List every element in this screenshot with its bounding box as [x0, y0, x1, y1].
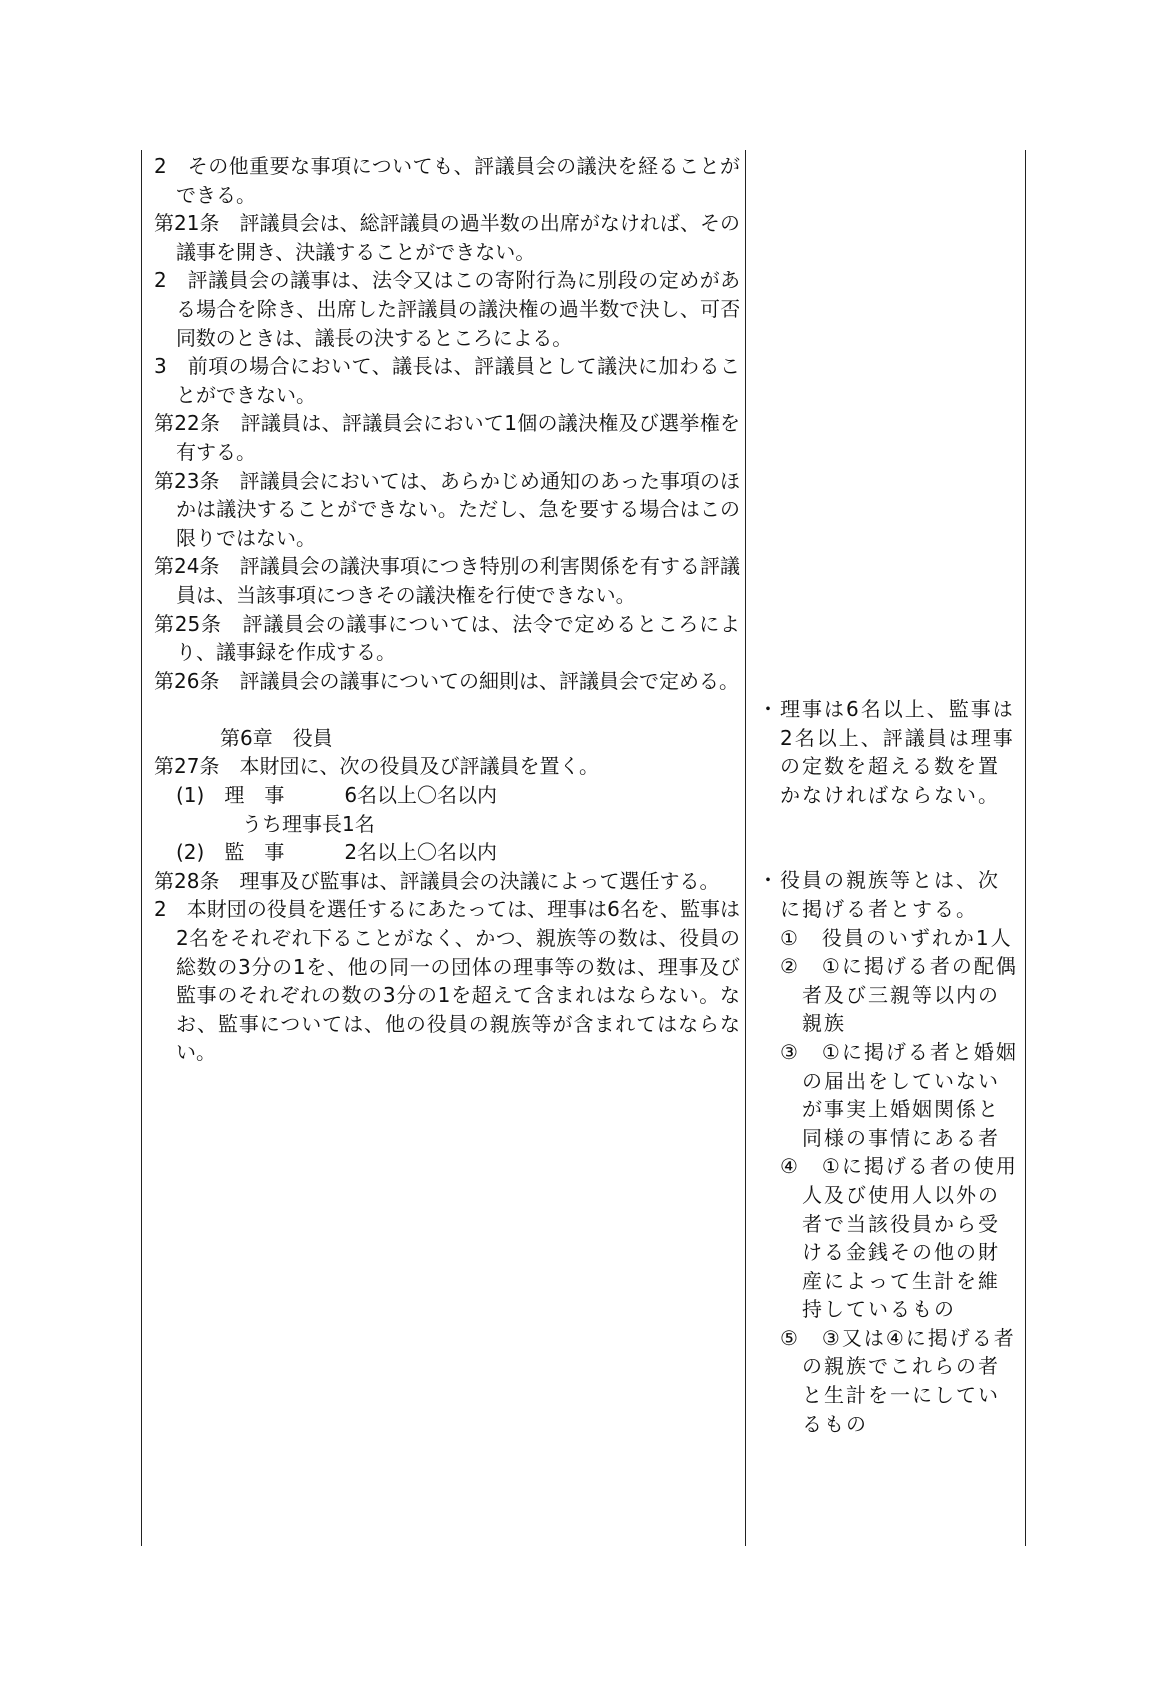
note-item-3: ③ ①に掲げる者と婚姻の届出をしていないが事実上婚姻関係と同様の事情にある者 [780, 1039, 1018, 1150]
spacer [758, 809, 1020, 866]
table-border-left [141, 150, 142, 1546]
note-officer-count: ・理事は6名以上、監事は2名以上、評議員は理事の定数を超える数を置かなければならない。 [758, 697, 1015, 807]
note-item-5: ⑤ ③又は④に掲げる者の親族でこれらの者と生計を一にしているもの [780, 1325, 1016, 1436]
note-relatives-definition: ・役員の親族等とは、次に掲げる者とする。 [758, 868, 1000, 921]
article-21-paragraph-2: 2 評議員会の議事は、法令又はこの寄附行為に別段の定めがある場合を除き、出席した評議員の議決権の過半数で決し、可否同数のときは、議長の決するところによる。 [154, 268, 740, 350]
role-directors: (1) 理 事 6名以上〇名以内 [176, 783, 498, 808]
chapter-heading: 第6章 役員 [220, 725, 333, 750]
article-22: 第22条 評議員は、評議員会において1個の議決権及び選挙権を有する。 [154, 411, 740, 464]
note-item-1: ① 役員のいずれか1人 [780, 925, 1013, 950]
spacer [154, 695, 740, 724]
table-border-right [1025, 150, 1026, 1546]
article-20-paragraph-2: 2 その他重要な事項についても、評議員会の議決を経ることができる。 [154, 154, 740, 207]
article-28-paragraph-2: 2 本財団の役員を選任するにあたっては、理事は6名を、監事は2名をそれぞれ下ることがなく、かつ、親族等の数は、役員の総数の3分の1を、他の同一の団体の理事等の数は、理事及び監事のそれぞれの数の3分の1を超えて含まれはならない。なお、監事については、他の役員の親族等が含まれてはならない。 [154, 897, 740, 1065]
spacer [758, 152, 1020, 695]
role-auditors: (2) 監 事 2名以上〇名以内 [176, 840, 498, 865]
article-27: 第27条 本財団に、次の役員及び評議員を置く。 [154, 754, 600, 779]
notes-column [758, 152, 1020, 1438]
article-21: 第21条 評議員会は、総評議員の過半数の出席がなければ、その議事を開き、決議することができない。 [154, 211, 740, 264]
note-item-4: ④ ①に掲げる者の使用人及び使用人以外の者で当該役員から受ける金銭その他の財産によって生計を維持しているもの [780, 1154, 1018, 1322]
article-21-paragraph-3: 3 前項の場合において、議長は、評議員として議決に加わることができない。 [154, 354, 740, 407]
role-chairman: うち理事長1名 [242, 811, 375, 836]
table-border-middle [745, 150, 746, 1546]
article-23: 第23条 評議員会においては、あらかじめ通知のあった事項のほかは議決することができない。ただし、急を要する場合はこの限りではない。 [154, 468, 740, 550]
article-28: 第28条 理事及び監事は、評議員会の決議によって選任する。 [154, 868, 720, 893]
article-24: 第24条 評議員会の議決事項につき特別の利害関係を有する評議員は、当該事項につきその議決権を行使できない。 [154, 554, 740, 607]
article-26: 第26条 評議員会の議事についての細則は、評議員会で定める。 [154, 668, 740, 693]
note-item-2: ② ①に掲げる者の配偶者及び三親等以内の親族 [780, 954, 1018, 1036]
article-25: 第25条 評議員会の議事については、法令で定めるところにより、議事録を作成する。 [154, 611, 740, 665]
articles-column [154, 152, 740, 1067]
